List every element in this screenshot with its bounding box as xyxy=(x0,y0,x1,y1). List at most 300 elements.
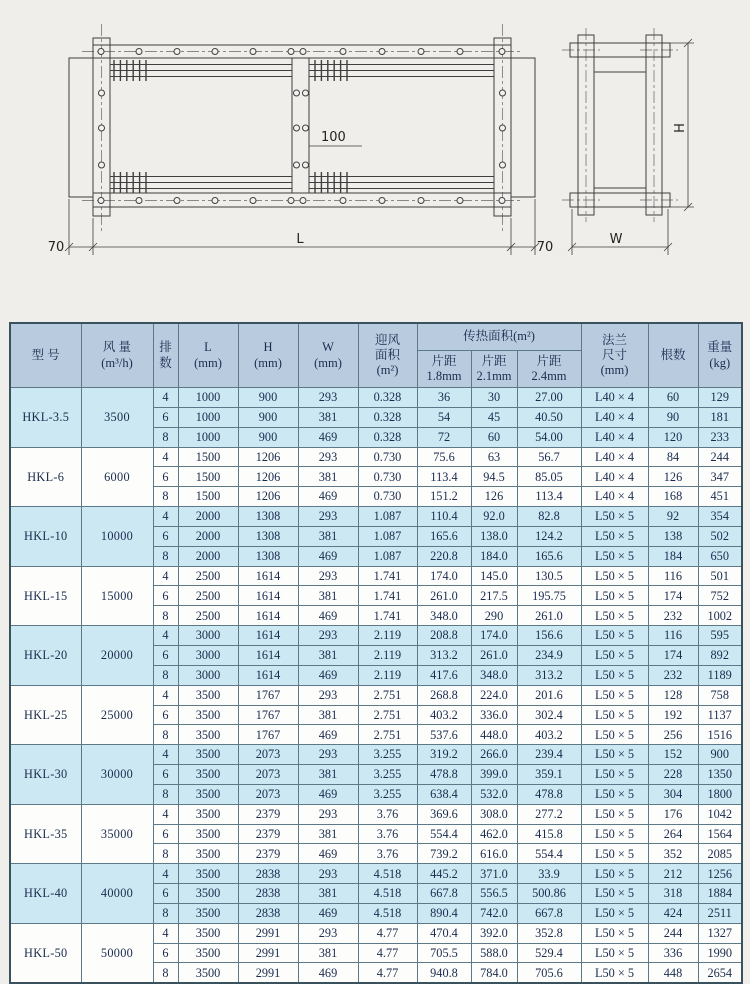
windward-area-cell: 2.119 xyxy=(358,626,417,646)
windward-area-cell: 4.77 xyxy=(358,943,417,963)
width-cell: 293 xyxy=(298,447,358,467)
length-cell: 3000 xyxy=(178,645,238,665)
width-cell: 469 xyxy=(298,427,358,447)
tube-count-cell: 84 xyxy=(648,447,698,467)
rows-cell: 6 xyxy=(153,407,178,427)
heat-area-2.4-cell: 27.00 xyxy=(517,388,581,408)
heat-area-2.1-cell: 138.0 xyxy=(471,526,517,546)
model-cell: HKL-6 xyxy=(10,447,81,507)
tube-count-cell: 212 xyxy=(648,864,698,884)
tube-count-cell: 256 xyxy=(648,725,698,745)
flange-cell: L50 × 5 xyxy=(581,685,648,705)
rows-cell: 4 xyxy=(153,745,178,765)
heat-area-2.4-cell: 130.5 xyxy=(517,566,581,586)
windward-area-cell: 1.741 xyxy=(358,586,417,606)
weight-cell: 1800 xyxy=(698,784,742,804)
weight-cell: 244 xyxy=(698,447,742,467)
heat-area-2.4-cell: 56.7 xyxy=(517,447,581,467)
windward-area-cell: 2.751 xyxy=(358,725,417,745)
flange-cell: L50 × 5 xyxy=(581,507,648,527)
tube-count-cell: 228 xyxy=(648,765,698,785)
width-cell: 381 xyxy=(298,467,358,487)
tube-count-cell: 90 xyxy=(648,407,698,427)
heat-area-2.1-cell: 184.0 xyxy=(471,546,517,566)
width-cell: 381 xyxy=(298,407,358,427)
flange-cell: L40 × 4 xyxy=(581,388,648,408)
length-cell: 1000 xyxy=(178,388,238,408)
header-tube-count: 根数 xyxy=(648,323,698,388)
tube-count-cell: 232 xyxy=(648,665,698,685)
width-cell: 293 xyxy=(298,507,358,527)
weight-cell: 1564 xyxy=(698,824,742,844)
flange-cell: L50 × 5 xyxy=(581,645,648,665)
flange-cell: L40 × 4 xyxy=(581,447,648,467)
heat-area-1.8-cell: 72 xyxy=(417,427,471,447)
windward-area-cell: 4.518 xyxy=(358,864,417,884)
flange-cell: L50 × 5 xyxy=(581,804,648,824)
tube-count-cell: 424 xyxy=(648,903,698,923)
heat-area-2.1-cell: 532.0 xyxy=(471,784,517,804)
heat-area-2.1-cell: 92.0 xyxy=(471,507,517,527)
table-row xyxy=(10,447,742,467)
width-cell: 381 xyxy=(298,943,358,963)
heat-area-1.8-cell: 75.6 xyxy=(417,447,471,467)
windward-area-cell: 3.255 xyxy=(358,745,417,765)
height-cell: 2838 xyxy=(238,864,298,884)
length-cell: 3000 xyxy=(178,626,238,646)
flange-cell: L50 × 5 xyxy=(581,586,648,606)
tube-count-cell: 352 xyxy=(648,844,698,864)
weight-cell: 758 xyxy=(698,685,742,705)
dim-label-70-left: 70 xyxy=(47,240,65,255)
windward-area-cell: 4.77 xyxy=(358,923,417,943)
heat-area-2.1-cell: 126 xyxy=(471,487,517,507)
airflow-cell: 30000 xyxy=(81,745,153,805)
flange-cell: L50 × 5 xyxy=(581,745,648,765)
heat-area-2.4-cell: 403.2 xyxy=(517,725,581,745)
rows-cell: 4 xyxy=(153,864,178,884)
header-pitch-1.8: 片距 1.8mm xyxy=(417,351,471,388)
airflow-cell: 6000 xyxy=(81,447,153,507)
airflow-cell: 20000 xyxy=(81,626,153,686)
heat-area-1.8-cell: 208.8 xyxy=(417,626,471,646)
rows-cell: 6 xyxy=(153,645,178,665)
width-cell: 381 xyxy=(298,645,358,665)
rows-cell: 4 xyxy=(153,447,178,467)
length-cell: 3500 xyxy=(178,844,238,864)
heat-area-1.8-cell: 638.4 xyxy=(417,784,471,804)
flange-cell: L50 × 5 xyxy=(581,526,648,546)
flange-cell: L50 × 5 xyxy=(581,943,648,963)
weight-cell: 1137 xyxy=(698,705,742,725)
weight-cell: 1350 xyxy=(698,765,742,785)
windward-area-cell: 0.328 xyxy=(358,388,417,408)
dim-label-W: W xyxy=(609,232,623,247)
weight-cell: 1990 xyxy=(698,943,742,963)
heat-area-2.4-cell: 415.8 xyxy=(517,824,581,844)
tube-count-cell: 336 xyxy=(648,943,698,963)
airflow-cell: 40000 xyxy=(81,864,153,924)
length-cell: 3500 xyxy=(178,804,238,824)
table-row xyxy=(10,685,742,705)
model-cell: HKL-35 xyxy=(10,804,81,864)
flange-cell: L40 × 4 xyxy=(581,427,648,447)
heat-area-2.1-cell: 462.0 xyxy=(471,824,517,844)
rows-cell: 6 xyxy=(153,705,178,725)
windward-area-cell: 3.255 xyxy=(358,765,417,785)
windward-area-cell: 0.730 xyxy=(358,447,417,467)
tube-count-cell: 304 xyxy=(648,784,698,804)
length-cell: 3000 xyxy=(178,665,238,685)
heat-area-1.8-cell: 478.8 xyxy=(417,765,471,785)
model-cell: HKL-20 xyxy=(10,626,81,686)
header-pitch-2.4: 片距 2.4mm xyxy=(517,351,581,388)
rows-cell: 4 xyxy=(153,923,178,943)
heat-area-2.4-cell: 529.4 xyxy=(517,943,581,963)
width-cell: 293 xyxy=(298,804,358,824)
flange-cell: L50 × 5 xyxy=(581,923,648,943)
header-width: W (mm) xyxy=(298,323,358,388)
weight-cell: 1189 xyxy=(698,665,742,685)
heat-area-2.1-cell: 261.0 xyxy=(471,645,517,665)
height-cell: 1206 xyxy=(238,467,298,487)
weight-cell: 181 xyxy=(698,407,742,427)
heat-area-1.8-cell: 313.2 xyxy=(417,645,471,665)
heat-area-1.8-cell: 537.6 xyxy=(417,725,471,745)
heat-area-2.4-cell: 201.6 xyxy=(517,685,581,705)
rows-cell: 8 xyxy=(153,427,178,447)
heat-area-2.4-cell: 239.4 xyxy=(517,745,581,765)
model-cell: HKL-10 xyxy=(10,507,81,567)
height-cell: 900 xyxy=(238,388,298,408)
flange-cell: L40 × 4 xyxy=(581,487,648,507)
tube-count-cell: 174 xyxy=(648,586,698,606)
rows-cell: 8 xyxy=(153,844,178,864)
height-cell: 1614 xyxy=(238,665,298,685)
heat-area-2.4-cell: 705.6 xyxy=(517,963,581,983)
weight-cell: 892 xyxy=(698,645,742,665)
width-cell: 469 xyxy=(298,844,358,864)
height-cell: 1614 xyxy=(238,566,298,586)
heat-area-2.1-cell: 94.5 xyxy=(471,467,517,487)
rows-cell: 6 xyxy=(153,765,178,785)
header-airflow: 风 量 (m³/h) xyxy=(81,323,153,388)
length-cell: 2000 xyxy=(178,546,238,566)
weight-cell: 1042 xyxy=(698,804,742,824)
windward-area-cell: 3.255 xyxy=(358,784,417,804)
tube-count-cell: 116 xyxy=(648,626,698,646)
dim-label-L: L xyxy=(296,232,304,247)
length-cell: 3500 xyxy=(178,745,238,765)
rows-cell: 4 xyxy=(153,804,178,824)
technical-drawing xyxy=(0,0,750,300)
rows-cell: 6 xyxy=(153,586,178,606)
width-cell: 381 xyxy=(298,586,358,606)
weight-cell: 2654 xyxy=(698,963,742,983)
heat-area-2.1-cell: 371.0 xyxy=(471,864,517,884)
heat-area-2.4-cell: 302.4 xyxy=(517,705,581,725)
flange-cell: L50 × 5 xyxy=(581,844,648,864)
height-cell: 1206 xyxy=(238,487,298,507)
table-row xyxy=(10,923,742,943)
model-cell: HKL-40 xyxy=(10,864,81,924)
heat-area-2.1-cell: 588.0 xyxy=(471,943,517,963)
width-cell: 293 xyxy=(298,566,358,586)
weight-cell: 233 xyxy=(698,427,742,447)
heat-area-2.1-cell: 336.0 xyxy=(471,705,517,725)
height-cell: 900 xyxy=(238,407,298,427)
airflow-cell: 50000 xyxy=(81,923,153,983)
heat-area-2.4-cell: 156.6 xyxy=(517,626,581,646)
weight-cell: 1516 xyxy=(698,725,742,745)
length-cell: 3500 xyxy=(178,705,238,725)
height-cell: 2991 xyxy=(238,943,298,963)
model-cell: HKL-3.5 xyxy=(10,388,81,448)
height-cell: 1308 xyxy=(238,546,298,566)
flange-cell: L50 × 5 xyxy=(581,606,648,626)
airflow-cell: 35000 xyxy=(81,804,153,864)
height-cell: 2838 xyxy=(238,884,298,904)
width-cell: 469 xyxy=(298,903,358,923)
tube-count-cell: 120 xyxy=(648,427,698,447)
header-length: L (mm) xyxy=(178,323,238,388)
heat-area-2.4-cell: 277.2 xyxy=(517,804,581,824)
width-cell: 381 xyxy=(298,824,358,844)
length-cell: 2000 xyxy=(178,526,238,546)
heat-area-2.1-cell: 174.0 xyxy=(471,626,517,646)
height-cell: 2073 xyxy=(238,765,298,785)
length-cell: 3500 xyxy=(178,903,238,923)
dim-label-100: 100 xyxy=(321,130,346,145)
windward-area-cell: 4.518 xyxy=(358,884,417,904)
heat-area-1.8-cell: 739.2 xyxy=(417,844,471,864)
heat-area-2.4-cell: 54.00 xyxy=(517,427,581,447)
heat-area-1.8-cell: 319.2 xyxy=(417,745,471,765)
width-cell: 469 xyxy=(298,963,358,983)
model-cell: HKL-30 xyxy=(10,745,81,805)
weight-cell: 501 xyxy=(698,566,742,586)
heat-area-1.8-cell: 940.8 xyxy=(417,963,471,983)
heat-area-2.1-cell: 45 xyxy=(471,407,517,427)
heat-area-1.8-cell: 268.8 xyxy=(417,685,471,705)
heat-area-2.1-cell: 742.0 xyxy=(471,903,517,923)
length-cell: 1500 xyxy=(178,467,238,487)
flange-cell: L50 × 5 xyxy=(581,903,648,923)
rows-cell: 4 xyxy=(153,388,178,408)
windward-area-cell: 0.730 xyxy=(358,467,417,487)
width-cell: 293 xyxy=(298,388,358,408)
tube-count-cell: 92 xyxy=(648,507,698,527)
windward-area-cell: 0.730 xyxy=(358,487,417,507)
heat-area-2.4-cell: 359.1 xyxy=(517,765,581,785)
heat-area-2.1-cell: 30 xyxy=(471,388,517,408)
flange-cell: L50 × 5 xyxy=(581,765,648,785)
width-cell: 469 xyxy=(298,725,358,745)
heat-area-2.4-cell: 195.75 xyxy=(517,586,581,606)
table-row xyxy=(10,804,742,824)
heat-area-2.4-cell: 165.6 xyxy=(517,546,581,566)
height-cell: 1614 xyxy=(238,606,298,626)
length-cell: 3500 xyxy=(178,824,238,844)
weight-cell: 900 xyxy=(698,745,742,765)
width-cell: 293 xyxy=(298,745,358,765)
windward-area-cell: 1.741 xyxy=(358,606,417,626)
front-view-drawing xyxy=(65,24,539,255)
weight-cell: 347 xyxy=(698,467,742,487)
height-cell: 900 xyxy=(238,427,298,447)
airflow-cell: 3500 xyxy=(81,388,153,448)
windward-area-cell: 1.087 xyxy=(358,507,417,527)
rows-cell: 8 xyxy=(153,725,178,745)
tube-count-cell: 60 xyxy=(648,388,698,408)
rows-cell: 6 xyxy=(153,467,178,487)
weight-cell: 752 xyxy=(698,586,742,606)
length-cell: 3500 xyxy=(178,884,238,904)
tube-count-cell: 138 xyxy=(648,526,698,546)
heat-area-2.4-cell: 554.4 xyxy=(517,844,581,864)
windward-area-cell: 3.76 xyxy=(358,844,417,864)
heat-area-2.4-cell: 478.8 xyxy=(517,784,581,804)
heat-area-2.4-cell: 261.0 xyxy=(517,606,581,626)
rows-cell: 8 xyxy=(153,546,178,566)
height-cell: 2838 xyxy=(238,903,298,923)
width-cell: 293 xyxy=(298,685,358,705)
height-cell: 1614 xyxy=(238,586,298,606)
rows-cell: 6 xyxy=(153,943,178,963)
tube-count-cell: 128 xyxy=(648,685,698,705)
height-cell: 2073 xyxy=(238,745,298,765)
width-cell: 469 xyxy=(298,784,358,804)
width-cell: 381 xyxy=(298,765,358,785)
flange-cell: L40 × 4 xyxy=(581,467,648,487)
side-view-drawing xyxy=(562,28,694,255)
table-row xyxy=(10,507,742,527)
table-row xyxy=(10,566,742,586)
heat-area-2.1-cell: 63 xyxy=(471,447,517,467)
weight-cell: 1256 xyxy=(698,864,742,884)
length-cell: 2500 xyxy=(178,606,238,626)
dim-label-H: H xyxy=(673,123,688,133)
height-cell: 1614 xyxy=(238,626,298,646)
weight-cell: 502 xyxy=(698,526,742,546)
heat-area-2.4-cell: 113.4 xyxy=(517,487,581,507)
width-cell: 293 xyxy=(298,923,358,943)
heat-area-1.8-cell: 36 xyxy=(417,388,471,408)
heat-area-1.8-cell: 54 xyxy=(417,407,471,427)
heat-area-1.8-cell: 174.0 xyxy=(417,566,471,586)
header-flange: 法兰 尺寸 (mm) xyxy=(581,323,648,388)
heat-area-2.1-cell: 217.5 xyxy=(471,586,517,606)
height-cell: 2379 xyxy=(238,844,298,864)
heat-area-2.1-cell: 290 xyxy=(471,606,517,626)
windward-area-cell: 1.087 xyxy=(358,526,417,546)
heat-area-1.8-cell: 705.5 xyxy=(417,943,471,963)
flange-cell: L50 × 5 xyxy=(581,626,648,646)
heat-area-1.8-cell: 165.6 xyxy=(417,526,471,546)
heat-area-2.4-cell: 33.9 xyxy=(517,864,581,884)
tube-count-cell: 126 xyxy=(648,467,698,487)
model-cell: HKL-15 xyxy=(10,566,81,626)
windward-area-cell: 4.77 xyxy=(358,963,417,983)
heat-area-2.4-cell: 124.2 xyxy=(517,526,581,546)
height-cell: 2073 xyxy=(238,784,298,804)
heat-area-2.4-cell: 234.9 xyxy=(517,645,581,665)
length-cell: 2500 xyxy=(178,586,238,606)
width-cell: 293 xyxy=(298,626,358,646)
length-cell: 1500 xyxy=(178,447,238,467)
rows-cell: 4 xyxy=(153,507,178,527)
windward-area-cell: 2.119 xyxy=(358,665,417,685)
height-cell: 2991 xyxy=(238,963,298,983)
weight-cell: 1884 xyxy=(698,884,742,904)
height-cell: 2379 xyxy=(238,824,298,844)
heat-area-1.8-cell: 445.2 xyxy=(417,864,471,884)
length-cell: 3500 xyxy=(178,943,238,963)
header-weight: 重量 (kg) xyxy=(698,323,742,388)
tube-count-cell: 174 xyxy=(648,645,698,665)
tube-count-cell: 264 xyxy=(648,824,698,844)
tube-count-cell: 192 xyxy=(648,705,698,725)
rows-cell: 8 xyxy=(153,606,178,626)
heat-area-2.1-cell: 556.5 xyxy=(471,884,517,904)
length-cell: 1000 xyxy=(178,427,238,447)
airflow-cell: 25000 xyxy=(81,685,153,745)
width-cell: 469 xyxy=(298,606,358,626)
weight-cell: 354 xyxy=(698,507,742,527)
rows-cell: 4 xyxy=(153,685,178,705)
heat-area-2.4-cell: 352.8 xyxy=(517,923,581,943)
model-cell: HKL-50 xyxy=(10,923,81,983)
height-cell: 1767 xyxy=(238,705,298,725)
flange-cell: L50 × 5 xyxy=(581,864,648,884)
flange-cell: L50 × 5 xyxy=(581,566,648,586)
flange-cell: L50 × 5 xyxy=(581,784,648,804)
heat-area-2.4-cell: 82.8 xyxy=(517,507,581,527)
table-row xyxy=(10,388,742,408)
height-cell: 2379 xyxy=(238,804,298,824)
finned-tubes xyxy=(110,60,494,193)
windward-area-cell: 3.76 xyxy=(358,804,417,824)
weight-cell: 451 xyxy=(698,487,742,507)
table-row xyxy=(10,626,742,646)
heat-area-2.1-cell: 266.0 xyxy=(471,745,517,765)
rows-cell: 6 xyxy=(153,526,178,546)
heat-area-1.8-cell: 369.6 xyxy=(417,804,471,824)
tube-count-cell: 168 xyxy=(648,487,698,507)
heat-area-1.8-cell: 110.4 xyxy=(417,507,471,527)
heat-area-2.4-cell: 40.50 xyxy=(517,407,581,427)
heat-area-2.1-cell: 448.0 xyxy=(471,725,517,745)
weight-cell: 2511 xyxy=(698,903,742,923)
header-pitch-2.1: 片距 2.1mm xyxy=(471,351,517,388)
windward-area-cell: 0.328 xyxy=(358,427,417,447)
windward-area-cell: 3.76 xyxy=(358,824,417,844)
length-cell: 1000 xyxy=(178,407,238,427)
heat-area-2.1-cell: 60 xyxy=(471,427,517,447)
model-cell: HKL-25 xyxy=(10,685,81,745)
windward-area-cell: 0.328 xyxy=(358,407,417,427)
heat-area-1.8-cell: 470.4 xyxy=(417,923,471,943)
height-cell: 2991 xyxy=(238,923,298,943)
flange-cell: L50 × 5 xyxy=(581,725,648,745)
heat-area-2.4-cell: 313.2 xyxy=(517,665,581,685)
header-model: 型 号 xyxy=(10,323,81,388)
tube-count-cell: 232 xyxy=(648,606,698,626)
weight-cell: 650 xyxy=(698,546,742,566)
heat-area-1.8-cell: 417.6 xyxy=(417,665,471,685)
windward-area-cell: 1.087 xyxy=(358,546,417,566)
width-cell: 469 xyxy=(298,665,358,685)
